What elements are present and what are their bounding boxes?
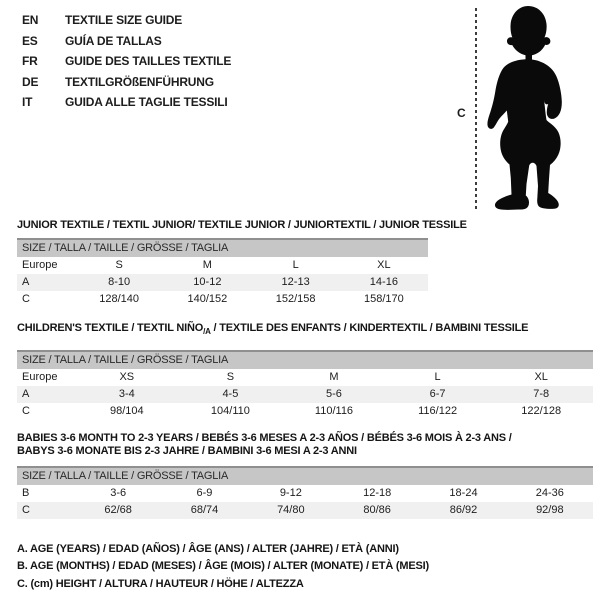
table-cell: S	[115, 259, 123, 271]
table-cell: 3-6	[110, 487, 127, 500]
size-table-children	[17, 350, 593, 420]
table-cell: 92/98	[536, 504, 564, 517]
table-row	[17, 502, 593, 519]
table-cell: 158/170	[363, 293, 404, 305]
table-cell: XS	[119, 371, 135, 384]
size-table-junior	[17, 238, 428, 308]
legend-line-b: B. AGE (MONTHS) / EDAD (MESES) / ÂGE (MOIS) / ALTER (MONATE) / ETÀ (MESI)	[17, 560, 429, 573]
table-cell: 128/140	[99, 293, 139, 305]
table-rows	[17, 369, 593, 420]
row-label: A	[22, 276, 30, 288]
language-row	[22, 75, 231, 89]
section-title-babies	[17, 432, 593, 458]
height-measure-dotted-line	[475, 8, 477, 212]
table-row	[17, 386, 593, 403]
table-cell: 110/116	[314, 405, 354, 418]
section-title-junior: JUNIOR TEXTILE / TEXTIL JUNIOR/ TEXTILE JUNIOR / JUNIORTEXTIL / JUNIOR TESSILE	[17, 219, 467, 231]
babies-title-line2: BABYS 3-6 MONATE BIS 2-3 JAHRE / BAMBINI 3-6 MESI A 2-3 ANNI	[17, 445, 357, 458]
table-cell: 116/122	[418, 405, 458, 418]
table-row	[17, 485, 593, 502]
table-cell: 86/92	[449, 504, 478, 517]
table-cell: 5-6	[326, 388, 342, 401]
legend-line-c: C. (cm) HEIGHT / ALTURA / HAUTEUR / HÖHE / ALTEZZA	[17, 577, 304, 590]
table-row	[17, 403, 593, 420]
language-code: DE	[22, 74, 39, 89]
table-cell: XL	[377, 259, 391, 271]
table-rows	[17, 257, 428, 308]
table-cell: 14-16	[369, 276, 398, 288]
table-row	[17, 274, 428, 291]
table-cell: M	[202, 259, 212, 271]
language-code: IT	[22, 95, 33, 109]
children-title-sub: /A	[203, 327, 211, 337]
table-cell: 8-10	[108, 276, 131, 288]
language-row	[22, 13, 231, 27]
baby-silhouette-icon	[482, 4, 578, 214]
table-header-bar: SIZE / TALLA / TAILLE / GRÖSSE / TAGLIA	[17, 238, 428, 257]
language-code: FR	[22, 54, 38, 68]
size-table-babies	[17, 466, 593, 519]
language-code: EN	[22, 13, 39, 27]
table-cell: S	[226, 371, 235, 384]
table-header-bar: SIZE / TALLA / TAILLE / GRÖSSE / TAGLIA	[17, 350, 593, 369]
table-cell: 104/110	[210, 405, 250, 418]
table-cell: 122/128	[521, 405, 562, 418]
row-label: C	[22, 293, 30, 305]
row-label: C	[22, 504, 30, 517]
table-row	[17, 369, 593, 386]
language-row	[22, 54, 231, 68]
row-label: B	[22, 487, 30, 500]
table-cell: 10-12	[193, 276, 222, 288]
table-cell: 152/158	[275, 293, 316, 305]
table-cell: XL	[534, 371, 548, 384]
children-title-post: / TEXTILE DES ENFANTS / KINDERTEXTIL / BAMBINI TESSILE	[210, 322, 529, 334]
content	[0, 219, 600, 593]
row-label: C	[22, 405, 30, 418]
header	[0, 0, 600, 215]
language-title: TEXTILGRÖßENFÜHRUNG	[65, 74, 214, 89]
section-title-children	[17, 322, 593, 338]
table-cell: 24-36	[535, 487, 564, 500]
table-cell: 7-8	[533, 388, 550, 401]
table-cell: 80/86	[363, 504, 391, 517]
row-label: Europe	[22, 371, 58, 384]
table-cell: 74/80	[277, 504, 305, 517]
language-title: GUIDA ALLE TAGLIE TESSILI	[65, 95, 228, 109]
table-cell: 6-7	[429, 388, 446, 401]
height-measure-label: C	[457, 106, 466, 120]
legend	[17, 541, 593, 593]
table-cell: 12-18	[363, 487, 392, 500]
row-label: Europe	[22, 259, 58, 271]
table-cell: 140/152	[187, 293, 228, 305]
table-rows	[17, 485, 593, 519]
table-header-bar: SIZE / TALLA / TAILLE / GRÖSSE / TAGLIA	[17, 466, 593, 485]
language-title: GUÍA DE TALLAS	[65, 33, 162, 48]
legend-line-a: A. AGE (YEARS) / EDAD (AÑOS) / ÂGE (ANS) / ALTER (JAHRE) / ETÀ (ANNI)	[17, 543, 399, 556]
table-cell: 6-9	[196, 487, 213, 500]
table-row	[17, 291, 428, 308]
table-cell: 68/74	[190, 504, 219, 517]
language-title: GUIDE DES TAILLES TEXTILE	[65, 54, 232, 68]
table-cell: L	[292, 259, 299, 271]
table-cell: L	[434, 371, 441, 384]
language-row	[22, 34, 231, 48]
table-cell: 12-13	[281, 276, 310, 288]
table-cell: 3-4	[118, 388, 135, 401]
table-cell: 9-12	[279, 487, 302, 500]
table-row	[17, 257, 428, 274]
language-row	[22, 95, 231, 109]
children-title-pre: CHILDREN'S TEXTILE / TEXTIL NIÑO	[17, 322, 204, 334]
language-list	[22, 13, 231, 116]
row-label: A	[22, 388, 30, 401]
table-cell: 98/104	[109, 405, 144, 418]
table-cell: M	[329, 371, 339, 384]
language-code: ES	[22, 33, 38, 48]
babies-title-line1: BABIES 3-6 MONTH TO 2-3 YEARS / BEBÉS 3-6 MESES A 2-3 AÑOS / BÉBÉS 3-6 MOIS À 2-3 ANS /	[17, 432, 512, 445]
table-cell: 62/68	[104, 504, 132, 517]
table-cell: 18-24	[449, 487, 478, 500]
table-cell: 4-5	[222, 388, 239, 401]
language-title: TEXTILE SIZE GUIDE	[65, 13, 183, 27]
